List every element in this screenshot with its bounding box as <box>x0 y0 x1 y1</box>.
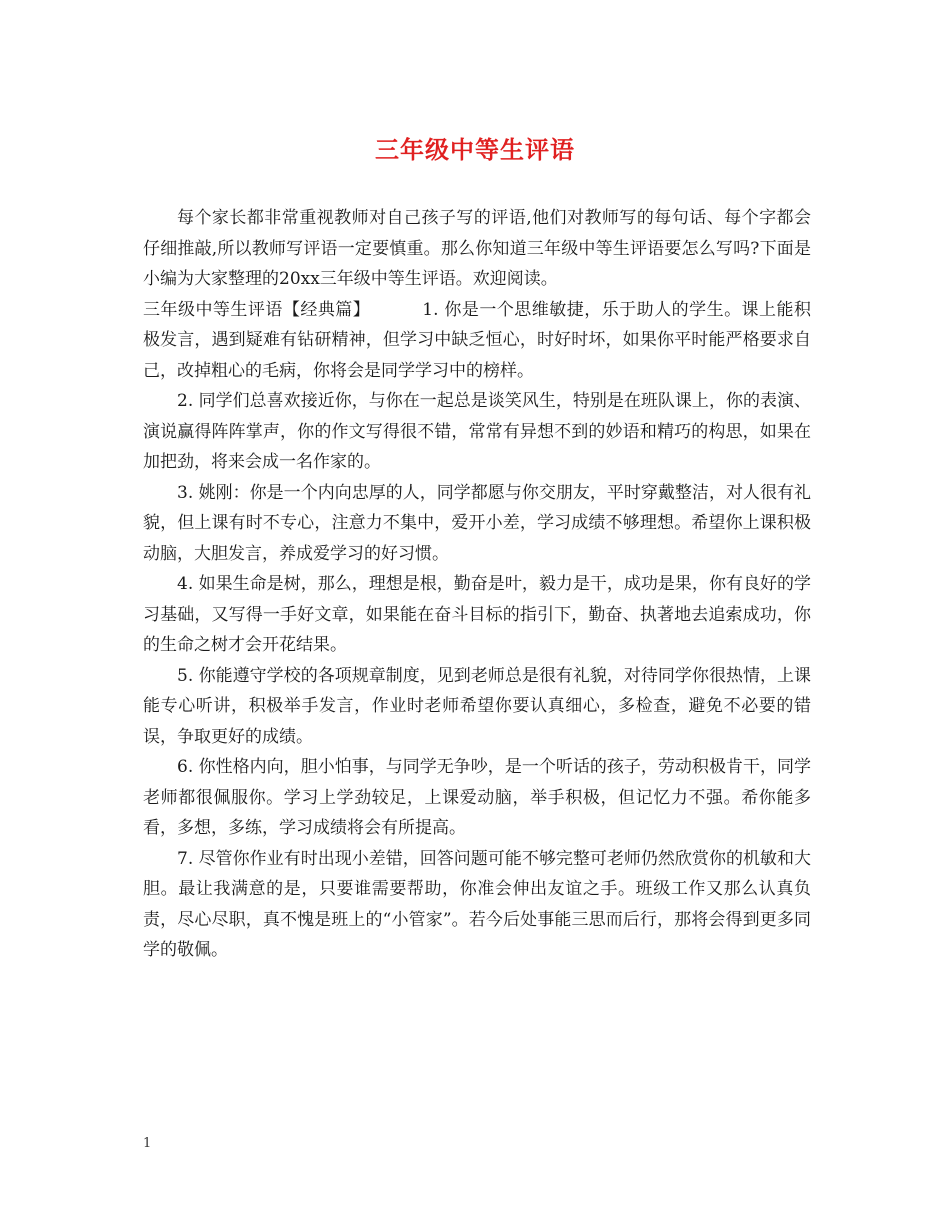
document-body <box>143 203 811 966</box>
comment-item-1: 1. 你是一个思维敏捷，乐于助人的学生。课上能积极发言，遇到疑难有钻研精神，但学习中缺乏恒心，时好时坏，如果你平时能严格要求自己，改掉粗心的毛病，你将会是同学学习中的榜样。 <box>143 299 812 381</box>
intro-paragraph: 每个家长都非常重视教师对自己孩子写的评语,他们对教师写的每句话、每个字都会仔细推敲,所以教师写评语一定要慎重。那么你知道三年级中等生评语要怎么写吗?下面是小编为大家整理的20xx三年级中等生评语。欢迎阅读。 <box>143 208 811 289</box>
comment-item-4: 4. 如果生命是树，那么，理想是根，勤奋是叶，毅力是干，成功是果，你有良好的学习基础，又写得一手好文章，如果能在奋斗目标的指引下，勤奋、执著地去追索成功，你的生命之树才会开花结果。 <box>143 574 811 655</box>
section-heading: 三年级中等生评语【经典篇】 <box>143 299 371 320</box>
section-paragraph <box>143 295 811 387</box>
comment-item-5: 5. 你能遵守学校的各项规章制度，见到老师总是很有礼貌，对待同学你很热情，上课能专心听讲，积极举手发言，作业时老师希望你要认真细心，多检查，避免不必要的错误，争取更好的成绩。 <box>143 665 811 747</box>
comment-item-6: 6. 你性格内向，胆小怕事，与同学无争吵，是一个听话的孩子，劳动积极肯干，同学老师都很佩服你。学习上学劲较足，上课爱动脑，举手积极，但记忆力不强。希你能多看，多想，多练，学习成绩将会有所提高。 <box>143 757 811 838</box>
comment-item-7: 7. 尽管你作业有时出现小差错，回答问题可能不够完整可老师仍然欣赏你的机敏和大胆。最让我满意的是，只要谁需要帮助，你准会伸出友谊之手。班级工作又那么认真负责，尽心尽职，真不愧是班上的“小管家”。若今后处事能三思而后行，那将会得到更多同学的敬佩。 <box>143 848 811 960</box>
comment-item-2: 2. 同学们总喜欢接近你，与你在一起总是谈笑风生，特别是在班队课上，你的表演、演说赢得阵阵掌声，你的作文写得很不错，常常有异想不到的妙语和精巧的构思，如果在加把劲，将来会成一名作家的。 <box>143 391 811 472</box>
page-title: 三年级中等生评语 <box>375 135 575 164</box>
page-number: 1 <box>143 1136 152 1151</box>
comment-item-3: 3. 姚刚：你是一个内向忠厚的人，同学都愿与你交朋友，平时穿戴整洁，对人很有礼貌，但上课有时不专心，注意力不集中，爱开小差，学习成绩不够理想。希望你上课积极动脑，大胆发言，养成爱学习的好习惯。 <box>143 482 811 564</box>
